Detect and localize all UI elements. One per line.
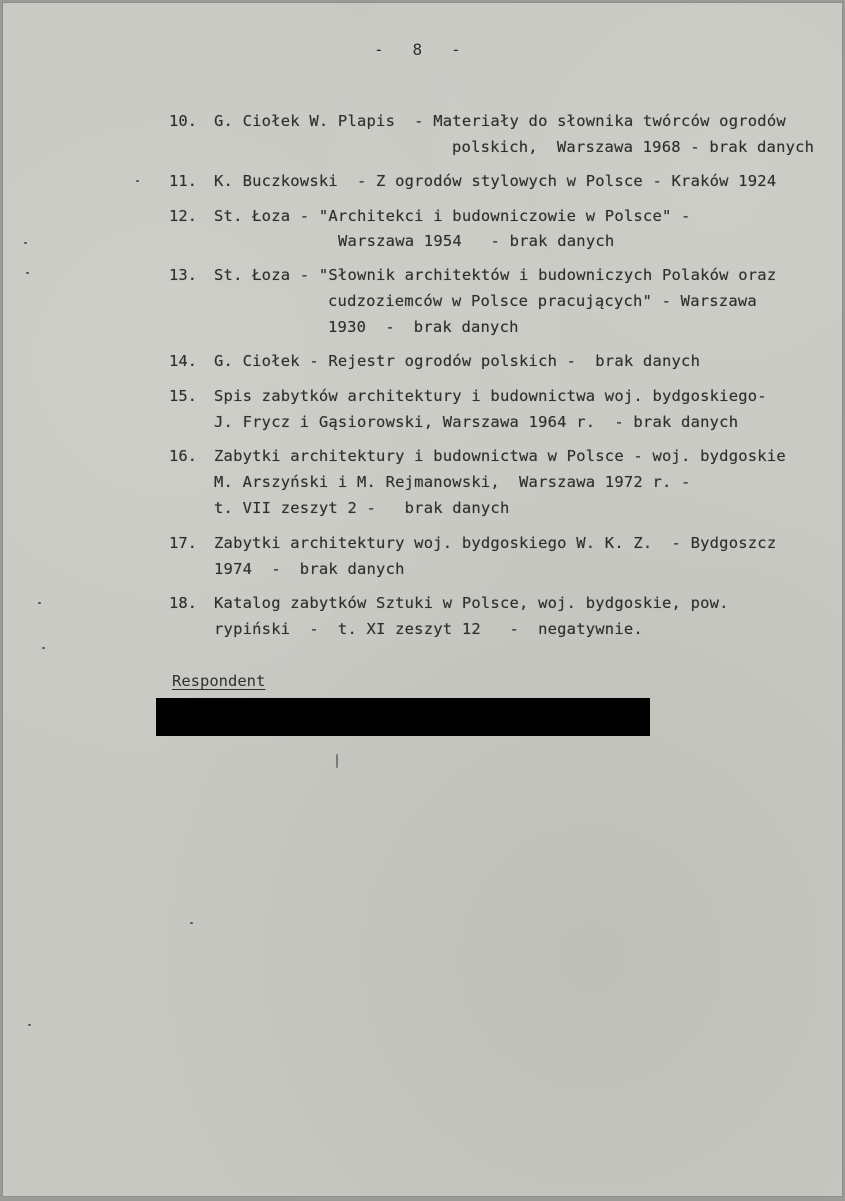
entry-text-line: Zabytki architektury i budownictwa w Polsce - woj. bydgoskie [214, 447, 786, 465]
entry-text-line: Warszawa 1954 - brak danych [338, 232, 615, 250]
entry-number: 12. [169, 207, 197, 225]
entry-text-line: St. Łoza - "Słownik architektów i budowniczych Polaków oraz [214, 266, 777, 284]
entry-number: 15. [169, 387, 197, 405]
entry-text-line: 1974 - brak danych [214, 560, 405, 578]
entry-text-line: G. Ciołek W. Plapis - Materiały do słownika twórców ogrodów [214, 112, 786, 130]
margin-speck [24, 242, 27, 244]
entry-text-line: polskich, Warszawa 1968 - brak danych [452, 138, 815, 156]
entry-text-line: K. Buczkowski - Z ogrodów stylowych w Polsce - Kraków 1924 [214, 172, 777, 190]
entry-number: 18. [169, 594, 197, 612]
entry-text-line: 1930 - brak danych [328, 318, 519, 336]
entry-text-line: J. Frycz i Gąsiorowski, Warszawa 1964 r. - brak danych [214, 413, 739, 431]
entry-text-line: cudzoziemców w Polsce pracujących" - Warszawa [328, 292, 757, 310]
entry-text-line: St. Łoza - "Architekci i budowniczowie w Polsce" - [214, 207, 691, 225]
entry-number: 17. [169, 534, 197, 552]
entry-text-line: M. Arszyński i M. Rejmanowski, Warszawa 1972 r. - [214, 473, 691, 491]
page-number: - 8 - [374, 40, 461, 59]
margin-speck [26, 272, 29, 274]
entry-text-line: rypiński - t. XI zeszyt 12 - negatywnie. [214, 620, 643, 638]
entry-text-line: G. Ciołek - Rejestr ogrodów polskich - brak danych [214, 352, 701, 370]
margin-speck [190, 922, 193, 924]
entry-number: 11. [169, 172, 197, 190]
entry-number: 16. [169, 447, 197, 465]
margin-speck [42, 647, 45, 649]
redaction-bar [156, 698, 650, 736]
margin-speck [38, 602, 41, 604]
document-page [2, 2, 843, 1197]
respondent-label: Respondent [172, 672, 266, 690]
entry-number: 10. [169, 112, 197, 130]
entry-number: 13. [169, 266, 197, 284]
margin-speck [28, 1024, 31, 1026]
entry-text-line: Spis zabytków architektury i budownictwa woj. bydgoskiego- [214, 387, 767, 405]
entry-text-line: t. VII zeszyt 2 - brak danych [214, 499, 510, 517]
entry-number: 14. [169, 352, 197, 370]
margin-speck [136, 180, 139, 182]
entry-text-line: Zabytki architektury woj. bydgoskiego W. K. Z. - Bydgoszcz [214, 534, 777, 552]
entry-text-line: Katalog zabytków Sztuki w Polsce, woj. bydgoskie, pow. [214, 594, 729, 612]
margin-speck [336, 754, 338, 768]
